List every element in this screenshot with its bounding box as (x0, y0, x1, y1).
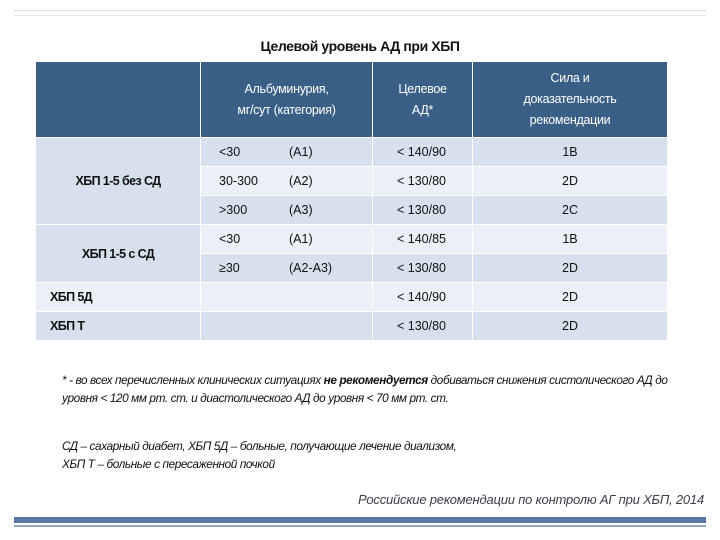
header-target-line1: Целевое (398, 81, 447, 96)
albuminuria-value: ≥30 (219, 261, 240, 275)
albuminuria-cell (201, 167, 373, 196)
header-strength-line2: доказательность (523, 92, 617, 106)
albuminuria-category: (A1) (289, 232, 313, 246)
header-strength-line3: рекомендации (529, 113, 611, 127)
group-label-transplant: ХБП Т (36, 312, 201, 341)
target-bp-cell: < 130/80 (373, 167, 473, 196)
target-bp-cell: < 140/90 (373, 138, 473, 167)
strength-cell: 2C (473, 196, 668, 225)
target-bp-cell: < 130/80 (373, 196, 473, 225)
target-bp-cell: < 140/90 (373, 283, 473, 312)
header-target-bp (373, 62, 473, 138)
abbreviations (62, 437, 682, 473)
table-row (36, 138, 668, 167)
footnote (62, 371, 682, 407)
header-recommendation-strength (473, 62, 668, 138)
header-group-cell (36, 62, 201, 138)
top-divider (14, 10, 706, 11)
albuminuria-value: 30-300 (219, 174, 258, 188)
top-divider-secondary (14, 15, 706, 16)
albuminuria-cell (201, 312, 373, 341)
abbreviations-line1: СД – сахарный диабет, ХБП 5Д – больные, получающие лечение диализом, (62, 439, 457, 453)
strength-cell: 2D (473, 254, 668, 283)
strength-cell: 2D (473, 283, 668, 312)
footnote-emphasis: не рекомендуется (323, 373, 428, 387)
strength-cell: 1B (473, 225, 668, 254)
albuminuria-cell (201, 254, 373, 283)
table-row (36, 283, 668, 312)
header-albuminuria-line1: Альбуминурия, (244, 81, 329, 96)
albuminuria-cell (201, 225, 373, 254)
page-title: Целевой уровень АД при ХБП (260, 38, 460, 54)
source-citation: Российские рекомендации по контролю АГ при ХБП, 2014 (358, 492, 704, 507)
strength-cell: 1B (473, 138, 668, 167)
albuminuria-category: (A2-A3) (289, 261, 333, 275)
footnote-suffix: добиваться снижения систолического АД до уровня < 120 мм рт. ст. и диастолического АД до уровня < 70 мм рт. ст. (62, 373, 668, 405)
table-row (36, 312, 668, 341)
albuminuria-value: <30 (219, 232, 241, 246)
header-strength-line1: Сила и (550, 71, 590, 85)
header-albuminuria-line2: мг/сут (категория) (237, 102, 336, 117)
target-bp-cell: < 140/85 (373, 225, 473, 254)
albuminuria-cell (201, 196, 373, 225)
bottom-accent-line (14, 525, 706, 527)
bp-target-table (35, 61, 668, 341)
albuminuria-value: <30 (219, 145, 241, 159)
table-row (36, 225, 668, 254)
header-target-line2: АД* (411, 102, 434, 117)
bottom-accent-bar (14, 517, 706, 523)
group-label-ckd-no-dm: ХБП 1-5 без СД (36, 138, 201, 225)
header-albuminuria (201, 62, 373, 138)
albuminuria-cell (201, 138, 373, 167)
strength-cell: 2D (473, 312, 668, 341)
albuminuria-category: (A3) (289, 203, 313, 217)
footnote-prefix: * - во всех перечисленных клинических ситуациях (62, 373, 324, 387)
albuminuria-category: (A2) (289, 174, 313, 188)
albuminuria-cell (201, 283, 373, 312)
albuminuria-category: (A1) (289, 145, 313, 159)
group-label-ckd-dm: ХБП 1-5 с СД (36, 225, 201, 283)
abbreviations-line2: ХБП Т – больные с пересаженной почкой (62, 457, 275, 471)
target-bp-cell: < 130/80 (373, 312, 473, 341)
target-bp-cell: < 130/80 (373, 254, 473, 283)
group-label-dialysis: ХБП 5Д (36, 283, 201, 312)
albuminuria-value: >300 (219, 203, 248, 217)
strength-cell: 2D (473, 167, 668, 196)
table-header-row (36, 62, 668, 138)
